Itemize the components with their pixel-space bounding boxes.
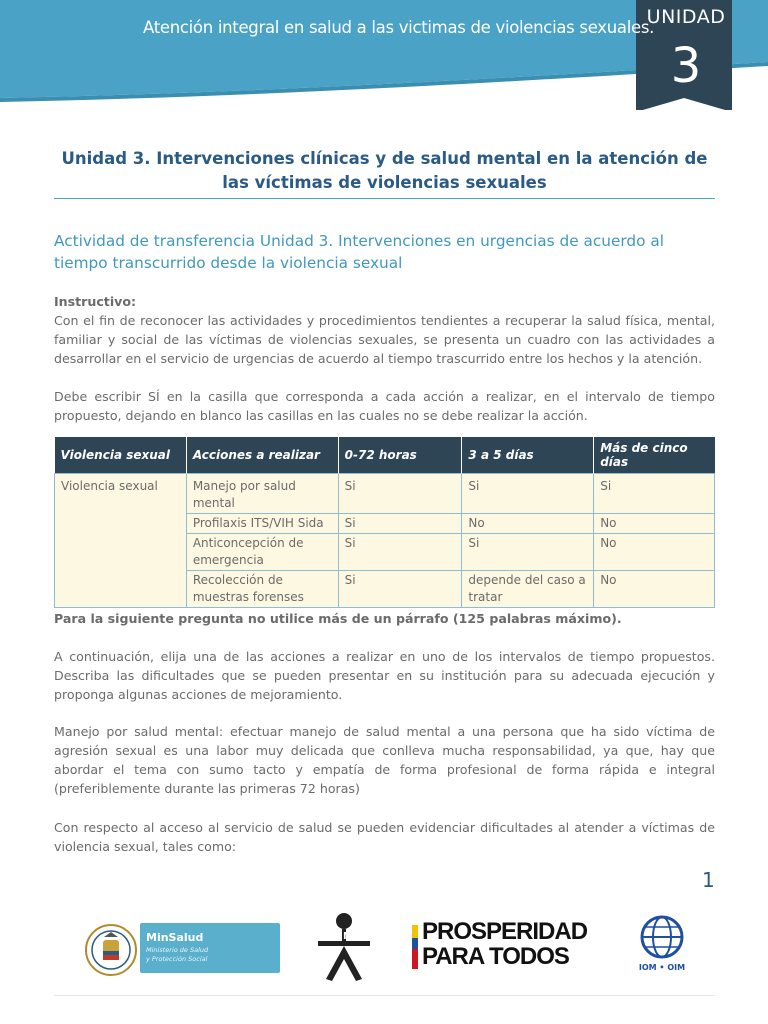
cell-5plus: No xyxy=(594,534,715,571)
action-cell: Profilaxis ITS/VIH Sida xyxy=(186,514,338,534)
question-paragraph: A continuación, elija una de las acciones a realizar en uno de los intervalos de tiempo propuestos. Describa las dificultades que se pueden presentar en su institución para su adecuada ejecución y proponga algunas acciones de mejoramiento. xyxy=(54,649,715,702)
document-title: Unidad 3. Intervenciones clínicas y de salud mental en la atención de las víctimas de violencias sexuales xyxy=(61,149,708,192)
cell-3-5d: No xyxy=(462,514,594,534)
cell-3-5d: Si xyxy=(462,534,594,571)
activity-title: Actividad de transferencia Unidad 3. Intervenciones en urgencias de acuerdo al tiempo transcurrido desde la violencia sexual xyxy=(54,232,664,272)
header-cell: Más de cinco días xyxy=(594,437,715,474)
action-cell: Manejo por salud mental xyxy=(186,474,338,514)
cell-5plus: Si xyxy=(594,474,715,514)
flag-stripe-blue xyxy=(412,938,418,949)
cell-0-72h: Si xyxy=(338,514,462,534)
instructivo-text: Con el fin de reconocer las actividades y procedimientos tendientes a recuperar la salud física, mental, familiar y social de las víctimas de violencias sexuales, se presenta un cuadro con las actividades a desarrollar en el servicio de urgencias de acuerdo al tiempo trascurrido entre los hechos y la atención. xyxy=(54,313,715,366)
answer-paragraph-2: Con respecto al acceso al servicio de salud se pueden evidenciar dificultades al atender a víctimas de violencia sexual, tales como: xyxy=(54,820,715,854)
header-cell: Violencia sexual xyxy=(55,437,187,474)
page-number: 1 xyxy=(702,868,715,892)
actions-table xyxy=(54,437,715,608)
flag-stripe-yellow xyxy=(412,925,418,938)
answer-paragraph-1: Manejo por salud mental: efectuar manejo de salud mental a una persona que ha sido víctima de agresión sexual es una labor muy delicada que conlleva mucha responsabilidad, ya que, hay que abordar el tema con sumo tacto y empatía de forma profesional de forma rápida e integral (preferiblemente durante las primeras 72 horas) xyxy=(54,724,715,796)
colombia-coat-of-arms-icon xyxy=(84,923,138,977)
action-cell: Recolección de muestras forenses xyxy=(186,571,338,608)
cell-0-72h: Si xyxy=(338,534,462,571)
iom-oim-label: IOM • OIM xyxy=(638,963,686,972)
minsalud-logo xyxy=(140,923,280,973)
header-cell: Acciones a realizar xyxy=(186,437,338,474)
footer-logos xyxy=(0,905,768,995)
flag-stripe-red xyxy=(412,949,418,969)
minsalud-name: MinSalud xyxy=(146,931,204,944)
unidad-badge-number: 3 xyxy=(670,38,702,94)
header-cell: 0-72 horas xyxy=(338,437,462,474)
minsalud-subtitle-1: Ministerio de Salud xyxy=(146,946,209,954)
prosperidad-line-2: PARA TODOS xyxy=(422,943,569,970)
sena-label: SENA xyxy=(326,931,362,942)
minsalud-subtitle-2: y Protección Social xyxy=(146,955,208,963)
cell-3-5d: Si xyxy=(462,474,594,514)
iom-globe-icon xyxy=(634,913,690,963)
unidad-badge-label: UNIDAD xyxy=(646,6,726,28)
instructivo-label: Instructivo: xyxy=(54,294,137,309)
table-header-row xyxy=(55,437,715,474)
instruction-paragraph: Debe escribir SÍ en la casilla que corresponda a cada acción a realizar, en el intervalo de tiempo propuesto, dejando en blanco las casillas en las cuales no se debe realizar la acción. xyxy=(54,389,715,423)
footer-divider xyxy=(54,995,715,996)
category-cell: Violencia sexual xyxy=(55,474,187,608)
header-title: Atención integral en salud a las victimas de violencias sexuales. xyxy=(143,18,655,37)
action-cell: Anticoncepción de emergencia xyxy=(186,534,338,571)
instructivo-section xyxy=(54,292,715,368)
cell-3-5d: depende del caso a tratar xyxy=(462,571,594,608)
sena-logo-icon xyxy=(312,911,376,983)
title-divider xyxy=(54,198,715,199)
cell-0-72h: Si xyxy=(338,571,462,608)
question-note: Para la siguiente pregunta no utilice más de un párrafo (125 palabras máximo). xyxy=(54,611,622,626)
header-cell: 3 a 5 días xyxy=(462,437,594,474)
cell-0-72h: Si xyxy=(338,474,462,514)
cell-5plus: No xyxy=(594,514,715,534)
prosperidad-line-1: PROSPERIDAD xyxy=(422,918,588,945)
cell-5plus: No xyxy=(594,571,715,608)
page-header xyxy=(0,0,768,110)
table-row xyxy=(55,474,715,514)
